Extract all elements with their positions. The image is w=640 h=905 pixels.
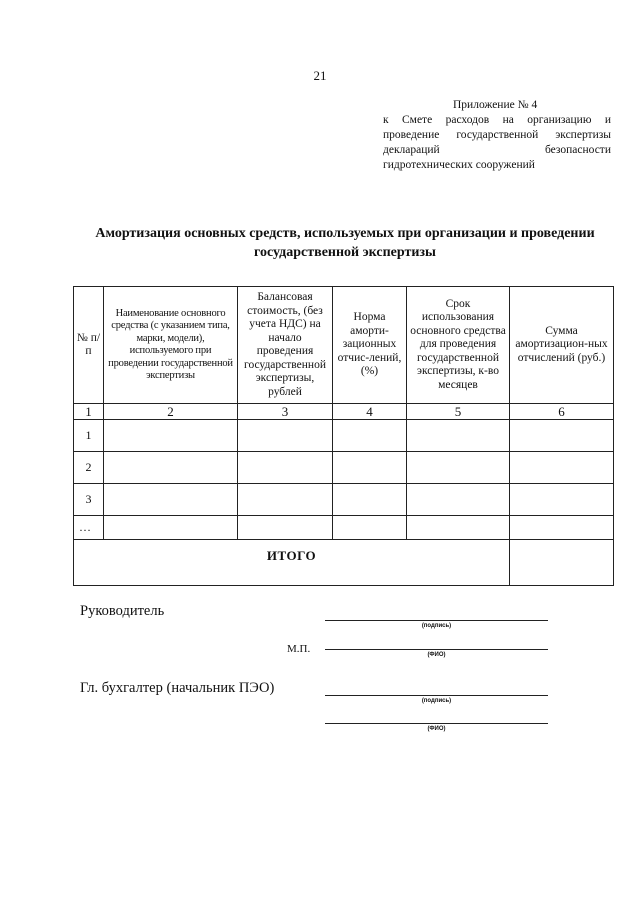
column-number: 2 (104, 404, 238, 420)
table-cell (104, 516, 238, 540)
header-cell: Балансовая стоимость, (без учета НДС) на начало проведения государственной экспертизы, рублей (238, 287, 333, 404)
table-cell (407, 484, 510, 516)
row-number: … (74, 516, 104, 540)
accountant-signature-line (325, 695, 548, 696)
signature-caption: (подпись) (421, 623, 452, 629)
appendix-line: проведение государственной экспертизы (383, 129, 611, 141)
page-number: 21 (313, 68, 327, 83)
column-number: 3 (238, 404, 333, 420)
appendix-block (383, 98, 611, 173)
table-cell (238, 420, 333, 452)
total-label: ИТОГО (74, 540, 510, 586)
header-cell: Наименование основного средства (с указанием типа, марки, модели), используемого при проведении государственной экспертизы (104, 287, 238, 404)
table-cell (407, 420, 510, 452)
head-label: Руководитель (80, 603, 165, 619)
signature-caption: (подпись) (421, 698, 452, 704)
stamp-label: М.П. (287, 643, 311, 655)
column-number: 1 (74, 404, 104, 420)
table-cell (407, 516, 510, 540)
row-number: 3 (74, 484, 104, 516)
table-row (74, 516, 614, 540)
depreciation-table (73, 286, 614, 586)
table-cell (333, 452, 407, 484)
appendix-line: гидротехнических сооружений (383, 159, 535, 171)
header-cell: Норма аморти-зационных отчис-лений, (%) (333, 287, 407, 404)
column-number: 4 (333, 404, 407, 420)
table-row (74, 420, 614, 452)
column-number-row (74, 404, 614, 420)
table-cell (510, 516, 614, 540)
table-cell (333, 484, 407, 516)
column-number: 5 (407, 404, 510, 420)
table-row (74, 484, 614, 516)
fio-caption: (ФИО) (427, 652, 446, 658)
table-cell (104, 420, 238, 452)
head-signature-line (325, 620, 548, 621)
table-cell (407, 452, 510, 484)
header-cell: Сумма амортизацион-ных отчислений (руб.) (510, 287, 614, 404)
table-cell (238, 516, 333, 540)
row-number: 2 (74, 452, 104, 484)
table-row (74, 452, 614, 484)
table-cell (510, 452, 614, 484)
document-title-line: Амортизация основных средств, используемых при организации и проведении (95, 226, 595, 241)
accountant-label: Гл. бухгалтер (начальник ПЭО) (80, 680, 275, 696)
header-cell: Срок использования основного средства для проведения государственной экспертизы, к-во месяцев (407, 287, 510, 404)
document-title (70, 224, 620, 262)
table-cell (104, 484, 238, 516)
appendix-title: Приложение № 4 (453, 99, 538, 111)
table-header-row (74, 287, 614, 404)
fio-caption: (ФИО) (427, 726, 446, 732)
head-fio-line (325, 649, 548, 650)
table-cell (333, 420, 407, 452)
accountant-fio-line (325, 723, 548, 724)
table-cell (510, 484, 614, 516)
total-row (74, 540, 614, 586)
table-cell (238, 484, 333, 516)
header-cell: № п/п (74, 287, 104, 404)
appendix-line: к Смете расходов на организацию и (383, 114, 611, 126)
table-cell (510, 420, 614, 452)
total-value-cell (510, 540, 614, 586)
document-title-line: государственной экспертизы (254, 245, 436, 260)
column-number: 6 (510, 404, 614, 420)
table-cell (104, 452, 238, 484)
row-number: 1 (74, 420, 104, 452)
table-cell (238, 452, 333, 484)
appendix-line: деклараций безопасности (383, 144, 611, 156)
table-cell (333, 516, 407, 540)
